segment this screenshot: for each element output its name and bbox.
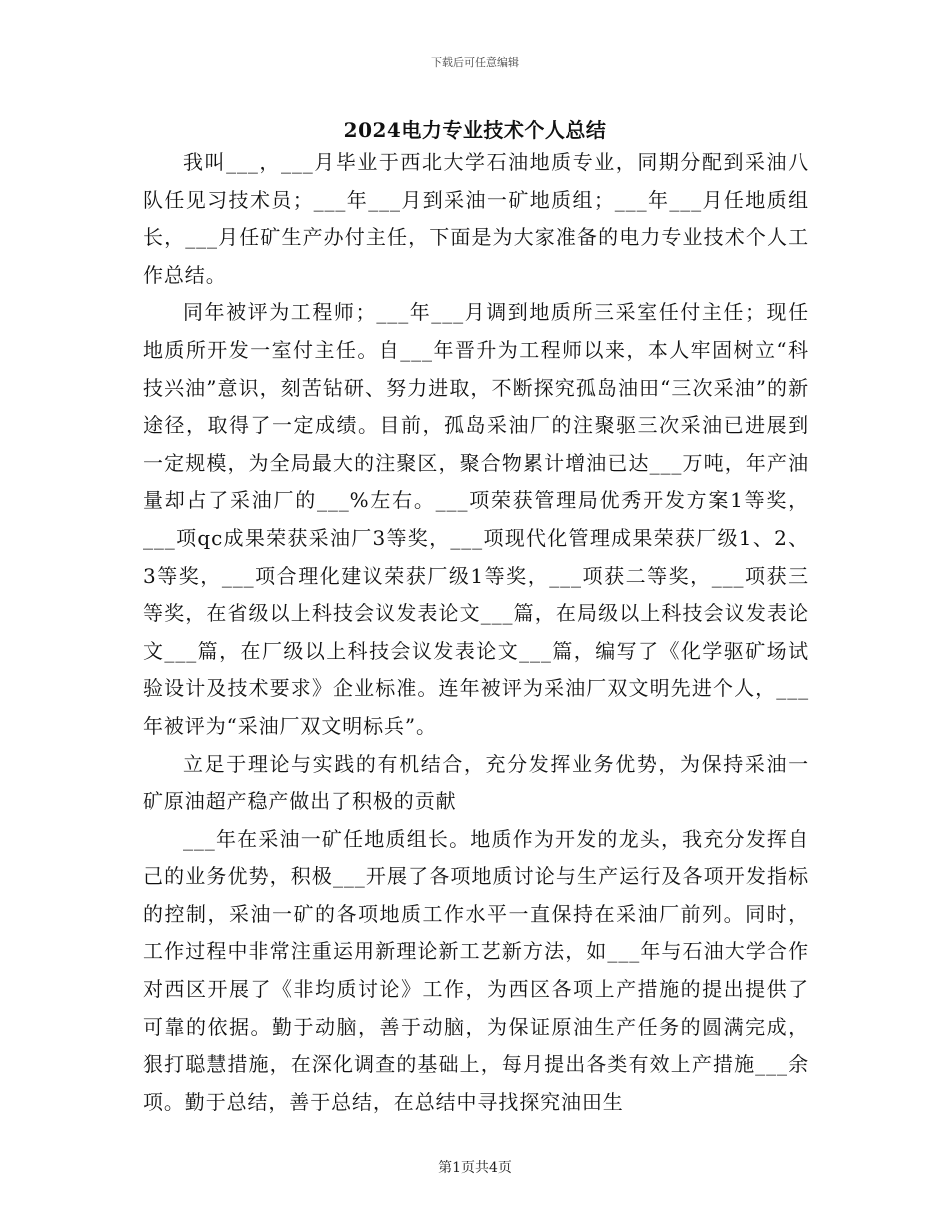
document-body xyxy=(143,144,809,1121)
document-title: 2024电力专业技术个人总结 xyxy=(343,118,607,142)
paragraph: 立足于理论与实践的有机结合，充分发挥业务优势，为保持采油一矿原油超产稳产做出了积极的贡献 xyxy=(143,751,809,814)
paragraph: 我叫___，___月毕业于西北大学石油地质专业，同期分配到采油八队任见习技术员；___年___月到采油一矿地质组；___年___月任地质组长，___月任矿生产办付主任，下面是为大家准备的电力专业技术个人工作总结。 xyxy=(143,150,809,287)
paragraph: ___年在采油一矿任地质组长。地质作为开发的龙头，我充分发挥自己的业务优势，积极___开展了各项地质讨论与生产运行及各项开发指标的控制，采油一矿的各项地质工作水平一直保持在采油厂前列。同时，工作过程中非常注重运用新理论新工艺新方法，如___年与石油大学合作对西区开展了《非均质讨论》工作，为西区各项上产措施的提出提供了可靠的依据。勤于动脑，善于动脑，为保证原油生产任务的圆满完成，狠打聪慧措施，在深化调查的基础上，每月提出各类有效上产措施___余项。勤于总结，善于总结，在总结中寻找探究油田生 xyxy=(143,826,809,1114)
page-number-footer: 第1页共4页 xyxy=(438,1160,512,1176)
paragraph: 同年被评为工程师；___年___月调到地质所三采室任付主任；现任地质所开发一室付主任。自___年晋升为工程师以来，本人牢固树立“科技兴油”意识，刻苦钻研、努力进取，不断探究孤岛油田“三次采油”的新途径，取得了一定成绩。目前，孤岛采油厂的注聚驱三次采油已进展到一定规模，为全局最大的注聚区，聚合物累计增油已达___万吨，年产油量却占了采油厂的___%左右。___项荣获管理局优秀开发方案1等奖，___项qc成果荣获采油厂3等奖，___项现代化管理成果荣获厂级1、2、3等奖，___项合理化建议荣获厂级1等奖，___项获二等奖，___项获三等奖，在省级以上科技会议发表论文___篇，在局级以上科技会议发表论文___篇，在厂级以上科技会议发表论文___篇，编写了《化学驱矿场试验设计及技术要求》企业标准。连年被评为采油厂双文明先进个人，___年被评为“采油厂双文明标兵”。 xyxy=(143,300,809,738)
header-note: 下载后可任意编辑 xyxy=(431,56,519,69)
